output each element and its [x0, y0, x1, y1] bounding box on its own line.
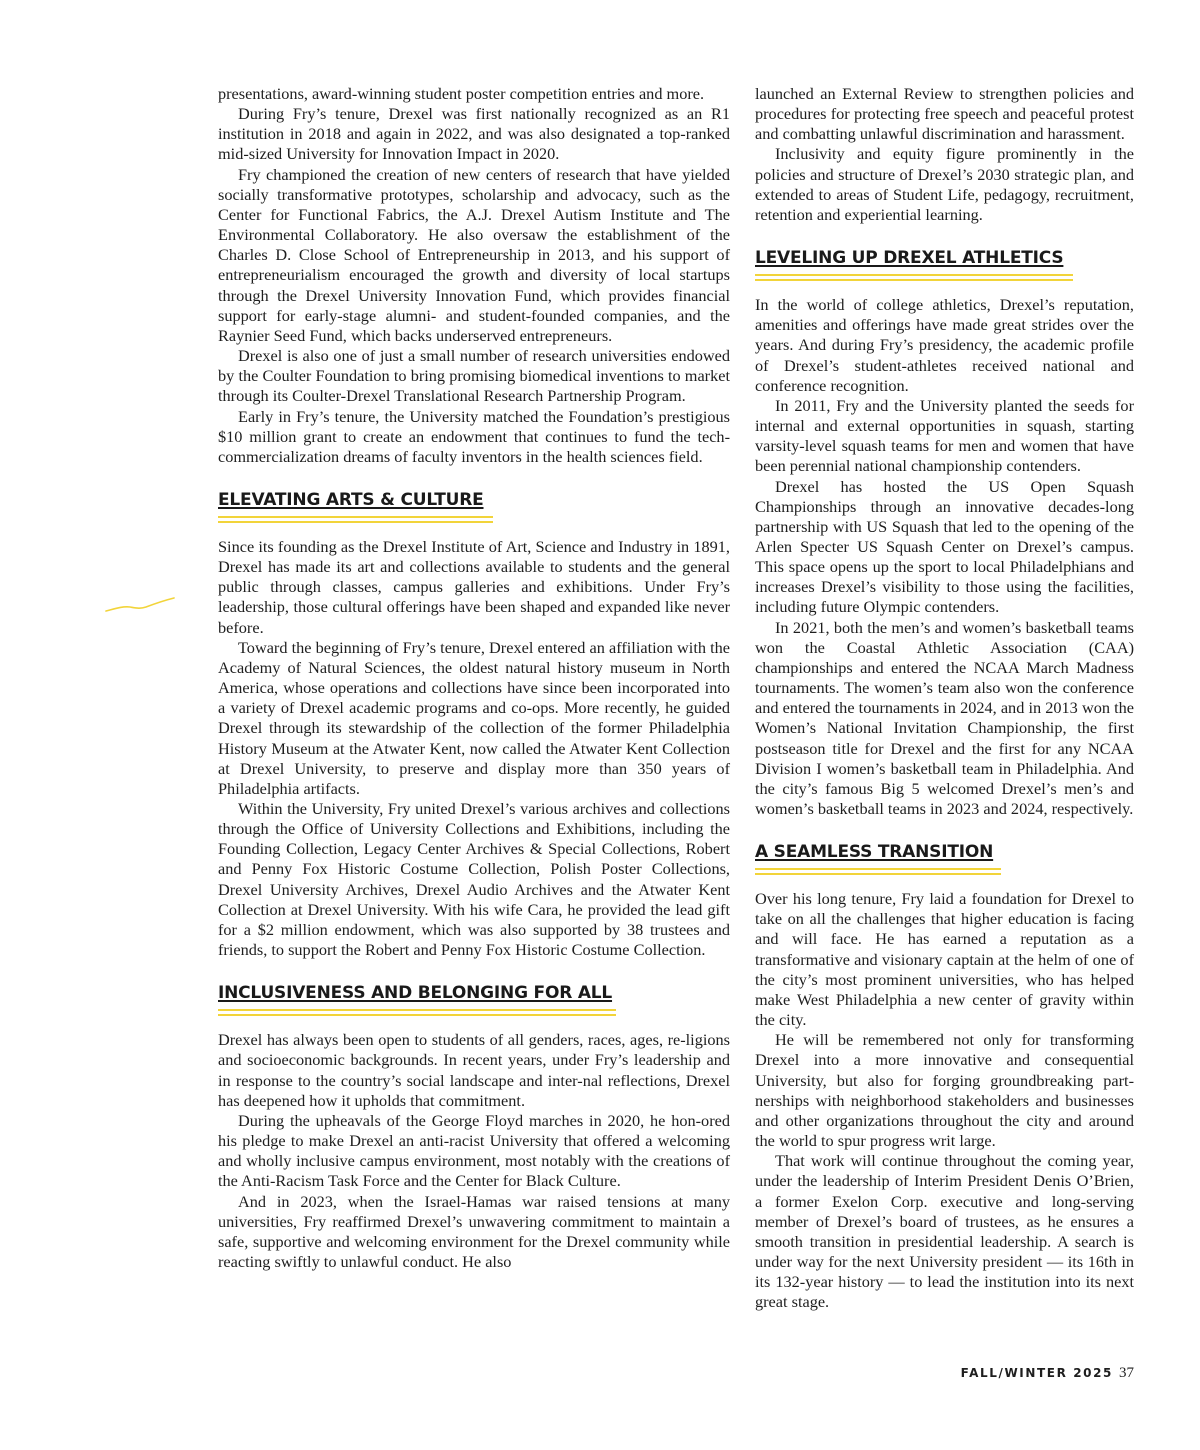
section-heading-arts: [218, 489, 730, 523]
issue-label: FALL/WINTER 2025: [960, 1366, 1113, 1380]
body-paragraph: Drexel is also one of just a small number of research universities endowed by the Coulter Foundation to bring promising biomedical inventions to market through its Coulter-Drexel Translational Research Partnership Program.: [218, 346, 730, 406]
body-paragraph: Within the University, Fry united Drexel’s various archives and collections through the Office of University Collections and Exhibitions, including the Founding Collection, Legacy Center Archives & Special Collections, Robert and Penny Fox Historic Costume Collection, Polish Poster Collections, Drexel University Archives, Drexel Audio Archives and the Atwater Kent Collection at Drexel University. With his wife Cara, he provided the lead gift for a $2 million endowment, which was also supported by 38 trustees and friends, to support the Robert and Penny Fox Historic Costume Collection.: [218, 799, 730, 960]
body-paragraph: During the upheavals of the George Floyd marches in 2020, he hon-ored his pledge to make Drexel an anti-racist University that offered a welcoming and wholly inclusive campus environment, most notably with the creations of the Anti-Racism Task Force and the Center for Black Culture.: [218, 1110, 730, 1191]
page-number: 37: [1119, 1365, 1134, 1381]
heading-inclusiveness: INCLUSIVENESS AND BELONGING FOR ALL: [218, 983, 613, 1004]
body-paragraph: presentations, award-winning student poster competition entries and more.: [218, 84, 705, 103]
pen-scribble-mark: [104, 590, 178, 616]
body-paragraph: In 2021, both the men’s and women’s basketball teams won the Coastal Athletic Association (CAA) championships and entered the NCAA March Madness tournaments. The women’s team also won the conference and entered the tournaments in 2024, and in 2013 won the Women’s National Invitation Championship, the first postseason title for Drexel and the first for any NCAA Division I women’s basketball team in Philadelphia. And the city’s famous Big 5 welcomed Drexel’s men’s and women’s basketball teams in 2023 and 2024, respectively.: [755, 617, 1134, 818]
body-paragraph: Fry championed the creation of new centers of research that have yielded socially transformative prototypes, scholarship and advocacy, such as the Center for Functional Fabrics, the A.J. Drexel Autism Institute and The Environmental Collaboratory. He also oversaw the establishment of the Charles D. Close School of Entrepreneurship in 2013, and his support of entrepreneurialism encouraged the growth and diversity of local startups through the Drexel University Innovation Fund, which provides financial support for early-stage alumni- and student-founded companies, and the Raynier Seed Fund, which backs underserved entrepreneurs.: [218, 164, 730, 345]
body-paragraph: Inclusivity and equity figure prominently in the policies and structure of Drexel’s 2030 strategic plan, and extended to areas of Student Life, pedagogy, recruitment, retention and experiential learning.: [755, 144, 1134, 224]
section-heading-athletics: [755, 247, 1134, 281]
body-paragraph: And in 2023, when the Israel-Hamas war raised tensions at many universities, Fry reaffirmed Drexel’s unwavering commitment to maintain a safe, supportive and welcoming environment for the Drexel community while reacting swiftly to unlawful conduct. He also: [218, 1191, 730, 1271]
body-paragraph: Drexel has always been open to students of all genders, races, ages, re-ligions and socioeconomic backgrounds. In recent years, under Fry’s leadership and in response to the country’s social landscape and inter-nal reflections, Drexel has deepened how it upholds that commitment.: [218, 1030, 730, 1110]
body-paragraph: That work will continue throughout the coming year, under the leadership of Interim President Denis O’Brien, a former Exelon Corp. executive and long-serving member of Drexel’s board of trustees, as he ensures a smooth transition in presidential leadership. A search is under way for the next University president — its 16th in its 132-year history — to lead the institution into its next great stage.: [755, 1151, 1134, 1312]
body-paragraph: Over his long tenure, Fry laid a foundation for Drexel to take on all the challenges that higher education is facing and will face. He has earned a reputation as a transformative and visionary captain at the helm of one of the city’s most prominent universities, who has helped make West Philadelphia a new center of gravity within the city.: [755, 889, 1134, 1030]
body-paragraph: In the world of college athletics, Drexel’s reputation, amenities and offerings have made great strides over the years. And during Fry’s presidency, the academic profile of Drexel’s student-athletes received national and conference recognition.: [755, 295, 1134, 395]
body-paragraph: Drexel has hosted the US Open Squash Championships through an innovative decades-long partnership with US Squash that led to the opening of the Arlen Specter US Squash Center on Drexel’s campus. This space opens up the sport to local Philadelphians and increases Drexel’s visibility to those using the facilities, including future Olympic contenders.: [755, 476, 1134, 617]
body-paragraph: Early in Fry’s tenure, the University matched the Foundation’s prestigious $10 million grant to create an endowment that continues to fund the tech-commercialization dreams of faculty inventors in the health sciences field.: [218, 406, 730, 466]
body-paragraph: In 2011, Fry and the University planted the seeds for internal and external opportunities in squash, starting varsity-level squash teams for men and women that have been perennial national championship contenders.: [755, 395, 1134, 476]
heading-transition: A SEAMLESS TRANSITION: [755, 842, 994, 863]
heading-arts-culture: ELEVATING ARTS & CULTURE: [218, 489, 484, 510]
heading-rule: [218, 516, 493, 523]
right-column: [755, 84, 1134, 1312]
body-paragraph: launched an External Review to strengthen policies and procedures for protecting free speech and peaceful protest and combatting unlawful discrimination and harassment.: [755, 84, 1134, 144]
body-paragraph: During Fry’s tenure, Drexel was first nationally recognized as an R1 institution in 2018 and again in 2022, and was also designated a top-ranked mid-sized University for Innovation Impact in 2020.: [218, 104, 730, 164]
section-heading-inclusive: [218, 982, 730, 1016]
heading-rule: [755, 274, 1073, 281]
heading-athletics: LEVELING UP DREXEL ATHLETICS: [755, 248, 1064, 269]
body-paragraph: Since its founding as the Drexel Institute of Art, Science and Industry in 1891, Drexel has made its art and collections available to students and the general public through classes, campus galleries and exhibitions. Under Fry’s leadership, those cultural offerings have been shaped and expanded like never before.: [218, 536, 730, 637]
section-heading-transition: [755, 841, 1134, 875]
page-footer: [961, 1365, 1134, 1382]
left-column: [218, 84, 730, 1272]
body-paragraph: Toward the beginning of Fry’s tenure, Drexel entered an affiliation with the Academy of Natural Sciences, the oldest natural history museum in North America, whose operations and collections have since been incorporated into a variety of Drexel academic programs and co-ops. More recently, he guided Drexel through its stewardship of the collection of the former Philadelphia History Museum at the Atwater Kent, now called the Atwater Kent Collection at Drexel University, to preserve and display more than 350 years of Philadelphia artifacts.: [218, 637, 730, 798]
heading-rule: [218, 1009, 616, 1016]
heading-rule: [755, 868, 1001, 875]
body-paragraph: He will be remembered not only for transforming Drexel into a more innovative and consequential University, but also for forging groundbreaking partnerships with neighborhood stakeholders and businesses and other organizations throughout the city and around the world to spur progress writ large.: [755, 1030, 1134, 1151]
